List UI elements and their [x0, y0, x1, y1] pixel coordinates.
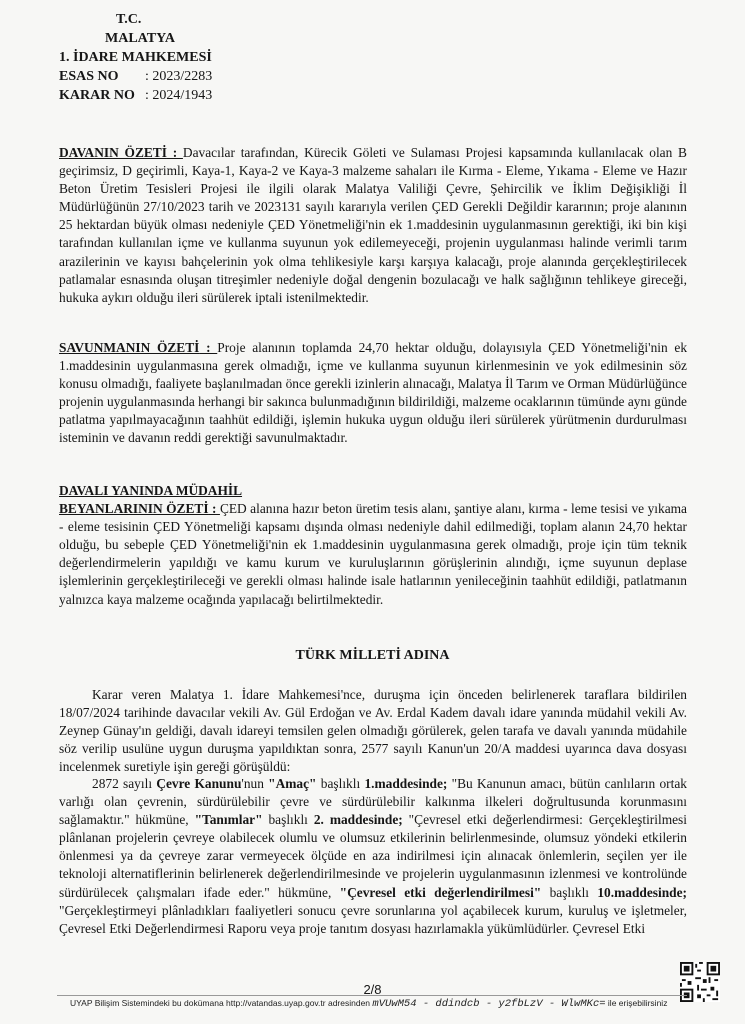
qr-code-icon	[680, 962, 720, 1002]
law-text-2: 'nun	[241, 776, 269, 791]
savunmanin-ozeti-section	[59, 339, 687, 448]
mudahil-sep: :	[208, 501, 220, 517]
law-bold-4: "Tanımlar"	[194, 812, 263, 828]
law-paragraph	[59, 775, 687, 938]
page-number: 2/8	[363, 982, 382, 997]
footer-post: ile erişebilirsiniz	[607, 998, 668, 1008]
karar-label: KARAR NO	[59, 88, 135, 103]
law-text-1: 2872 sayılı	[92, 776, 157, 791]
footer-pre: UYAP Bilişim Sistemindeki bu dokümana http://vatandas.uyap.gov.tr adresinden	[70, 998, 371, 1008]
savunmanin-sep: :	[199, 340, 218, 355]
davanin-ozeti-label: DAVANIN ÖZETİ	[59, 145, 167, 160]
footer	[70, 998, 667, 1010]
law-text-5: başlıklı	[262, 812, 314, 828]
law-text-6: "Çevresel etki değerlendirmesi: Gerçekleştirilmesi plânlanan projelerin çevreye olabilecek olumlu ve olumsuz etkilerinin belirlenmesinde, olumsuz yöndeki etkilerin önlenmesi ya da çevreye zarar vermeyecek ölçüde en aza indirilmesi için alınacak önlemlerin, seçilen yer ile teknoloji alternatiflerinin belirlenerek değerlendirilmesinde ve projelerin uygulanmasının izlenmesi ve kontrolünde sürdürülecek çalışmaları ifade eder." hükmüne,	[59, 812, 687, 900]
davanin-ozeti-section	[59, 144, 687, 307]
footer-divider	[57, 995, 687, 996]
footer-code: mVUwM54 - ddindcb - y2fbLzV - WlwMKc=	[372, 998, 606, 1010]
esas-row	[59, 67, 212, 86]
header-court: 1. İDARE MAHKEMESİ	[59, 50, 212, 65]
law-bold-2: "Amaç"	[268, 776, 317, 791]
decision-paragraph: Karar veren Malatya 1. İdare Mahkemesi'nce, duruşma için önceden belirlenerek taraflara bildirilen 18/07/2024 tarihinde davacılar vekili Av. Gül Erdoğan ve Av. Erdal Kadem davalı idare yanında müdahil vekili Av. Zeynep Günay'ın geldiği, davalı idareyi temsilen gelen olmadığı görülerek, gelen tarafa ve davalı yanında müdahile söz verilip usulüne uygun duruşma yapıldıktan sonra, 2577 sayılı Kanun'un 20/A maddesi uyarınca dava dosyası incelenmek suretiyle işin gereği görüşüldü:	[59, 687, 687, 775]
esas-label: ESAS NO	[59, 69, 119, 84]
law-bold-5: 2. maddesinde;	[313, 812, 403, 828]
esas-value: : 2023/2283	[145, 69, 213, 84]
law-text-3: başlıklı	[316, 776, 365, 791]
davanin-sep: :	[166, 145, 183, 160]
law-text-8: "Gerçekleştirmeyi plânladıkları faaliyetleri sonucu çevre sorunlarına yol açabilecek kurum, kuruluş ve işletmeler, Çevresel Etki Değerlendirmesi Raporu veya proje tanıtım dosyası hazırlamakla yükümlüdürler. Çevresel Etki	[59, 902, 687, 936]
savunmanin-ozeti-label: SAVUNMANIN ÖZETİ	[59, 340, 200, 355]
karar-value: : 2024/1943	[145, 88, 213, 103]
law-bold-1: Çevre Kanunu	[156, 776, 242, 791]
mudahil-text: ÇED alanına hazır beton üretim tesis alanı, şantiye alanı, kırma - leme tesisi ve yıkama - eleme tesisinin ÇED Yönetmeliği kapsamı dışında olması nedeniyle dahil edilmediği, toplam alanın 24,70 hektar olduğu, bu sebeple ÇED Yönetmeliği'nin ek 1.maddesinin uygulanmasına gerek olmadığı, proje için tüm teknik değerlendirmelerin yapıldığı ve kamu kurum ve kuruluşlarının görüşlerinin alındığı, içme suyunun deplase işlemlerinin gerçekleştirileceği ve gerekli olması halinde isale hatlarının yenileceğinin taahhüt edildiği, patlatmanın yalnızca kaya malzeme ocağında yapılacağı belirtilmektedir.	[59, 501, 687, 607]
law-text-4: "Bu Kanunun amacı, bütün canlıların ortak varlığı olan çevrenin, sürdürülebilir çevre ve sürdürülebilir kalkınma ilkeleri doğrultusunda korunmasını sağlamaktır." hükmüne,	[59, 776, 687, 828]
davanin-ozeti-text: Davacılar tarafından, Kürecik Göleti ve Sulaması Projesi kapsamında kullanılacak olan B geçirimsiz, D geçirimli, Kaya-1, Kaya-2 ve Kaya-3 malzeme sahaları ile Kırma - Eleme, Yıkama - Eleme ve Hazır Beton Üretim Tesisleri Projesi ile ilgili olarak Malatya Valiliği Çevre, Şehircilik ve İklim Değişikliği İl Müdürlüğünün 27/10/2023 tarih ve 2023131 sayılı kararıyla verilen ÇED Gerekli Değildir kararının; proje alanının 25 hektardan büyük olması nedeniyle ÇED Yönetmeliği'nin ek 1.maddesinin uygulanmasının gerektiği, iki bin kişi tarafından kullanılan içme ve kullanma suyunun yok edilemeyeceği, projenin uygulanması halinde verimli tarım arazilerinin ve kayısı bahçelerinin yok olma tehlikesiyle karşı karşıya kalacağı, proje alanında gerçekleştirilecek patlamalar esnasında oluşan titreşimler nedeniyle doğal dengenin bozulacağı ve halk sağlığının tehlikeye gireceği, hukuka aykırı olduğu ileri sürülerek iptali istenilmektedir.	[59, 145, 687, 305]
mudahil-label: BEYANLARININ ÖZETİ	[59, 501, 209, 517]
law-bold-6: "Çevresel etki değerlendirilmesi"	[339, 884, 542, 900]
court-header	[59, 10, 212, 105]
law-bold-7: 10.maddesinde;	[597, 884, 688, 900]
header-city: MALATYA	[105, 31, 176, 46]
karar-row	[59, 86, 212, 105]
header-tc: T.C.	[116, 12, 142, 27]
mudahil-section	[59, 482, 687, 609]
page-title: TÜRK MİLLETİ ADINA	[295, 648, 450, 663]
savunmanin-ozeti-text: Proje alanının toplamda 24,70 hektar olduğu, dolayısıyla ÇED Yönetmeliği'nin ek 1.maddesinin uygulanmasına gerek olmadığı, içme ve kullanma suyunun kirlenmesinin ve yok edilmesinin söz konusu olmadığı, faaliyete başlanılmadan önce gerekli izinlerin alınacağı, Malatya İl Tarım ve Orman Müdürlüğünce projenin uygulanmasında herhangi bir sakınca bulunmadığının bildirildiği, malzeme ocaklarının tümünde aynı günde patlatma yapılmayacağının taahhüt edildiği, işlemin hukuka uygun olduğu ileri sürülerek yürütmenin durdurulması isteminin ve davanın reddi gerektiği savunulmaktadır.	[59, 340, 688, 446]
law-bold-3: 1.maddesinde;	[364, 776, 448, 791]
law-text-7: başlıklı	[541, 884, 598, 900]
mudahil-heading: DAVALI YANINDA MÜDAHİL	[59, 483, 243, 498]
